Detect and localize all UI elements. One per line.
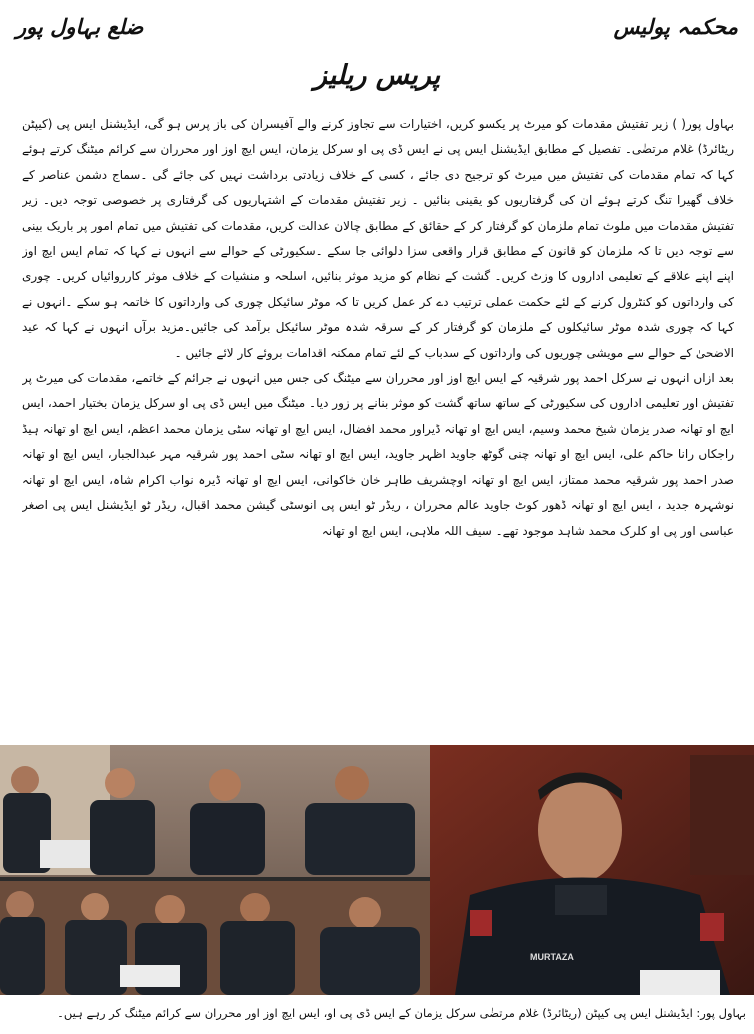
press-release-title: پریس ریلیز xyxy=(313,60,441,91)
chair-back xyxy=(690,755,754,875)
department-heading: محکمہ پولیس xyxy=(613,14,738,39)
photo-caption: بہاول پور: ایڈیشنل ایس پی کیپٹن (ریٹائرڈ) غلام مرتضٰی سرکل یزمان کے ایس ڈی پی او، ایس ایچ اوز اور محرران سے کرائم میٹنگ کر رہے ہیں۔ xyxy=(57,1006,746,1020)
photo-divider-line xyxy=(0,877,430,881)
body-paragraph-1: بہاول پور( ) زیر تفتیش مقدمات کو میرٹ پر یکسو کریں، اختیارات سے تجاوز کرنے والے آفیسران کی باز پرس ہو گی، ایڈیشنل ایس پی (کیپٹن ریٹائرڈ) غلام مرتضٰی۔ تفصیل کے مطابق ایڈیشنل ایس پی نے ایس ڈی پی او سرکل یزمان، ایس ایچ اوز اور محرران سے کرائم میٹنگ کرتے ہوئے کہا کہ تمام مقدمات کی تفتیش میں میرٹ کو ترجیح دی جائے ، کسی کے خلاف زیادتی برداشت نہیں کی جائے گی ۔سماج دشمن عناصر کے خلاف گھیرا تنگ کرتے ہوئے ان کی گرفتاریوں کو یقینی بنائیں ۔ زیر تفتیش مقدمات کے اشتہاریوں کی گرفتاری پر خصوصی توجہ دیں۔ زیر تفتیش مقدمات میں ملوث تمام ملزمان کو گرفتار کر کے حقائق کے مطابق چالان عدالت کریں، مقدمات کی تفتیش میں تمام امور پر باریک بینی سے توجہ دیں تا کہ ملزمان کو قانون کے مطابق قرار واقعی سزا دلوائی جا سکے ۔سکیورٹی کے حوالے سے انہوں نے کہا کہ تمام ایس ایچ اوز اپنے اپنے علاقے کے تعلیمی اداروں کا وزٹ کریں۔ گشت کے نظام کو مزید موثر بنائیں، اسلحہ و منشیات کے خلاف موثر کارروائیاں کریں۔ چوری کی وارداتوں کو کنٹرول کرنے کے لئے حکمت عملی ترتیب دے کر عمل کریں تا کہ موٹر سائیکل چوری کی وارداتوں کا خاتمہ ہو سکے ۔انہوں نے کہا کہ چوری شدہ موٹر سائیکلوں کے ملزمان کو گرفتار کر کے سرقہ شدہ موٹر سائیکل برآمد کی جائیں۔مزید برآں انہوں نے کہا کہ عید الاضحیٰ کے حوالے سے مویشی چوریوں کی وارداتوں کے سدباب کے لئے تمام ممکنہ اقدامات بروئے کار لائے جائیں ۔ xyxy=(22,117,734,360)
district-heading: ضلع بہاول پور xyxy=(16,14,144,39)
press-release-body xyxy=(22,112,734,732)
meeting-photo xyxy=(0,745,754,995)
name-badge: MURTAZA xyxy=(530,952,574,962)
body-paragraph-2: بعد ازاں انہوں نے سرکل احمد پور شرقیہ کے ایس ایچ اوز اور محرران سے میٹنگ کی جس میں انہوں نے جرائم کے خاتمے، مقدمات کی میرٹ پر تفتیش اور تعلیمی اداروں کی سکیورٹی کے ساتھ ساتھ گشت کو موثر بنانے پر زور دیا۔ میٹنگ میں ایس ڈی پی او سرکل یزمان بختیار احمد، ایس ایچ او تھانہ صدر یزمان شیخ محمد وسیم، ایس ایچ او تھانہ ڈیراور محمد افضال، ایس ایچ او تھانہ سٹی یزمان محمد اعظم، ایس ایچ او تھانہ ہیڈ راجکاں رانا حاکم علی، ایس ایچ او تھانہ چنی گوٹھ جاوید اظہر جاوید، ایس ایچ او تھانہ سٹی احمد پور شرقیہ مہر عبدالجبار، ایس ایچ او تھانہ صدر احمد پور شرقیہ محمد ممتاز، ایس ایچ او تھانہ اوچشریف طاہر خان خاکوانی، ایس ایچ او تھانہ ڈیرہ نواب اکرام شاہ، ایس ایچ او تھانہ نوشہرہ جدید ، ایس ایچ او تھانہ ڈھور کوٹ جاوید عالم محرران ، ریڈر ٹو ایس پی انوسٹی گیشن محمد اقبال، ریڈر ٹو ایڈیشنل ایس پی اصغر عباسی اور پی او کلرک محمد شاہد موجود تھے۔ سیف اللہ ملاہی، ایس ایچ او تھانہ xyxy=(22,371,734,538)
